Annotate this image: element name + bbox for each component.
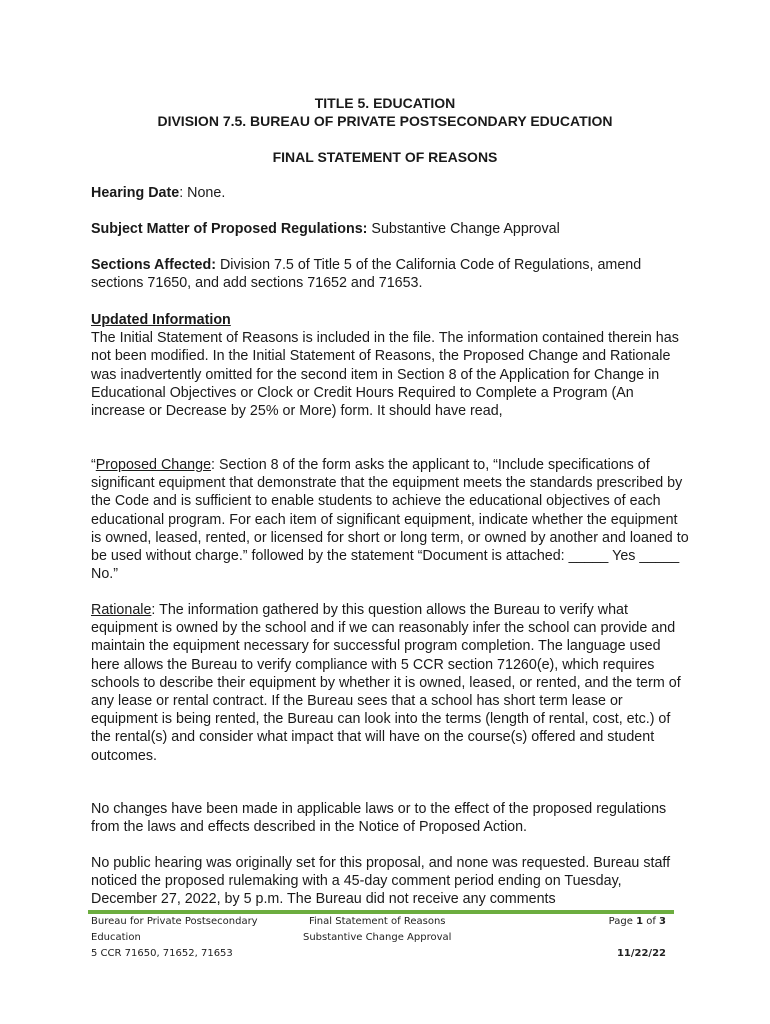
- subject-matter-label: Subject Matter of Proposed Regulations:: [91, 221, 368, 237]
- no-hearing-paragraph: No public hearing was originally set for this proposal, and none was requested. Bureau staff noticed the proposed rulemaking with a 45-day comment period ending on Tuesday, December 27, 2022, by 5 p.m. The Bureau did not receive any comments: [91, 855, 671, 908]
- rationale-body: : The information gathered by this question allows the Bureau to verify what equipment is owned by the school and if we can reasonably infer the school can provide and maintain the equipment necessary for successful program completion. The language used here allows the Bureau to verify compliance with 5 CCR section 71260(e), which requires schools to describe their equipment by whether it is owned, leased, or rented, and the term of any lease or rental contract. If the Bureau sees that a school has short term lease or equipment is being rented, the Bureau can look into the terms (length of rental, cost, etc.) of the rental(s) and consider what impact that will have on the course(s) offered and student outcomes.: [91, 602, 681, 764]
- hearing-date-value: : None.: [179, 185, 226, 201]
- subject-matter: [91, 220, 691, 238]
- footer-left: [91, 914, 258, 962]
- proposed-change-body: : Section 8 of the form asks the applicant to, “Include specifications of significant equipment that demonstrate that the equipment meets the standards prescribed by the Code and is sufficient to enable students to achieve the educational objectives of each educational program. For each item of significant equipment, indicate whether the equipment is owned, leased, rented, or licensed for short or long term, or owned by another and loaned to be used without charge.” followed by the statement “Document is attached: _____ Yes _____ No.”: [91, 457, 689, 583]
- no-changes-paragraph: No changes have been made in applicable laws or to the effect of the proposed regulations from the laws and effects described in the Notice of Proposed Action.: [91, 801, 667, 836]
- hearing-date-label: Hearing Date: [91, 185, 180, 201]
- sections-affected-label: Sections Affected:: [91, 257, 216, 273]
- updated-information-heading: Updated Information: [91, 312, 231, 328]
- footer-page-number: [560, 914, 666, 930]
- footer-date: 11/22/22: [616, 948, 666, 959]
- page-of: of: [643, 916, 660, 927]
- footer-agency-line1: Bureau for Private Postsecondary: [91, 916, 258, 927]
- title-heading: TITLE 5. EDUCATION: [314, 95, 456, 111]
- sections-affected-value: Division 7.5 of Title 5 of the California Code of Regulations, amend sections 71650, and add sections 71652 and 71653.: [91, 257, 642, 292]
- division-heading: DIVISION 7.5. BUREAU OF PRIVATE POSTSECONDARY EDUCATION: [157, 113, 613, 129]
- footer-sections: 5 CCR 71650, 71652, 71653: [91, 948, 233, 959]
- updated-information-section: [91, 311, 691, 420]
- subject-matter-value: Substantive Change Approval: [367, 221, 560, 237]
- proposed-change-paragraph: [91, 456, 691, 583]
- proposed-change-label: Proposed Change: [95, 457, 212, 473]
- footer-right: [560, 914, 666, 962]
- sections-affected: [91, 256, 691, 292]
- hearing-date: [91, 184, 691, 202]
- rationale-paragraph: [91, 601, 691, 765]
- page-prefix: Page: [608, 916, 637, 927]
- footer-center: [303, 914, 451, 946]
- rationale-label: Rationale: [91, 602, 152, 618]
- footer-agency-line2: Education: [91, 932, 141, 943]
- footer-doc-subject: Substantive Change Approval: [303, 932, 452, 943]
- footer-doc-title: Final Statement of Reasons: [309, 916, 446, 927]
- updated-information-body: The Initial Statement of Reasons is included in the file. The information contained therein has not been modified. In the Initial Statement of Reasons, the Proposed Change and Rationale was inadvertently omitted for the second item in Section 8 of the Application for Change in Educational Objectives or Clock or Credit Hours Required to Complete a Program (An increase or Decrease by 25% or More) form. It should have read,: [91, 330, 679, 420]
- page-total: 3: [659, 916, 666, 927]
- page-current: 1: [636, 916, 644, 927]
- document-title: FINAL STATEMENT OF REASONS: [272, 149, 498, 165]
- open-quote: “: [91, 457, 96, 473]
